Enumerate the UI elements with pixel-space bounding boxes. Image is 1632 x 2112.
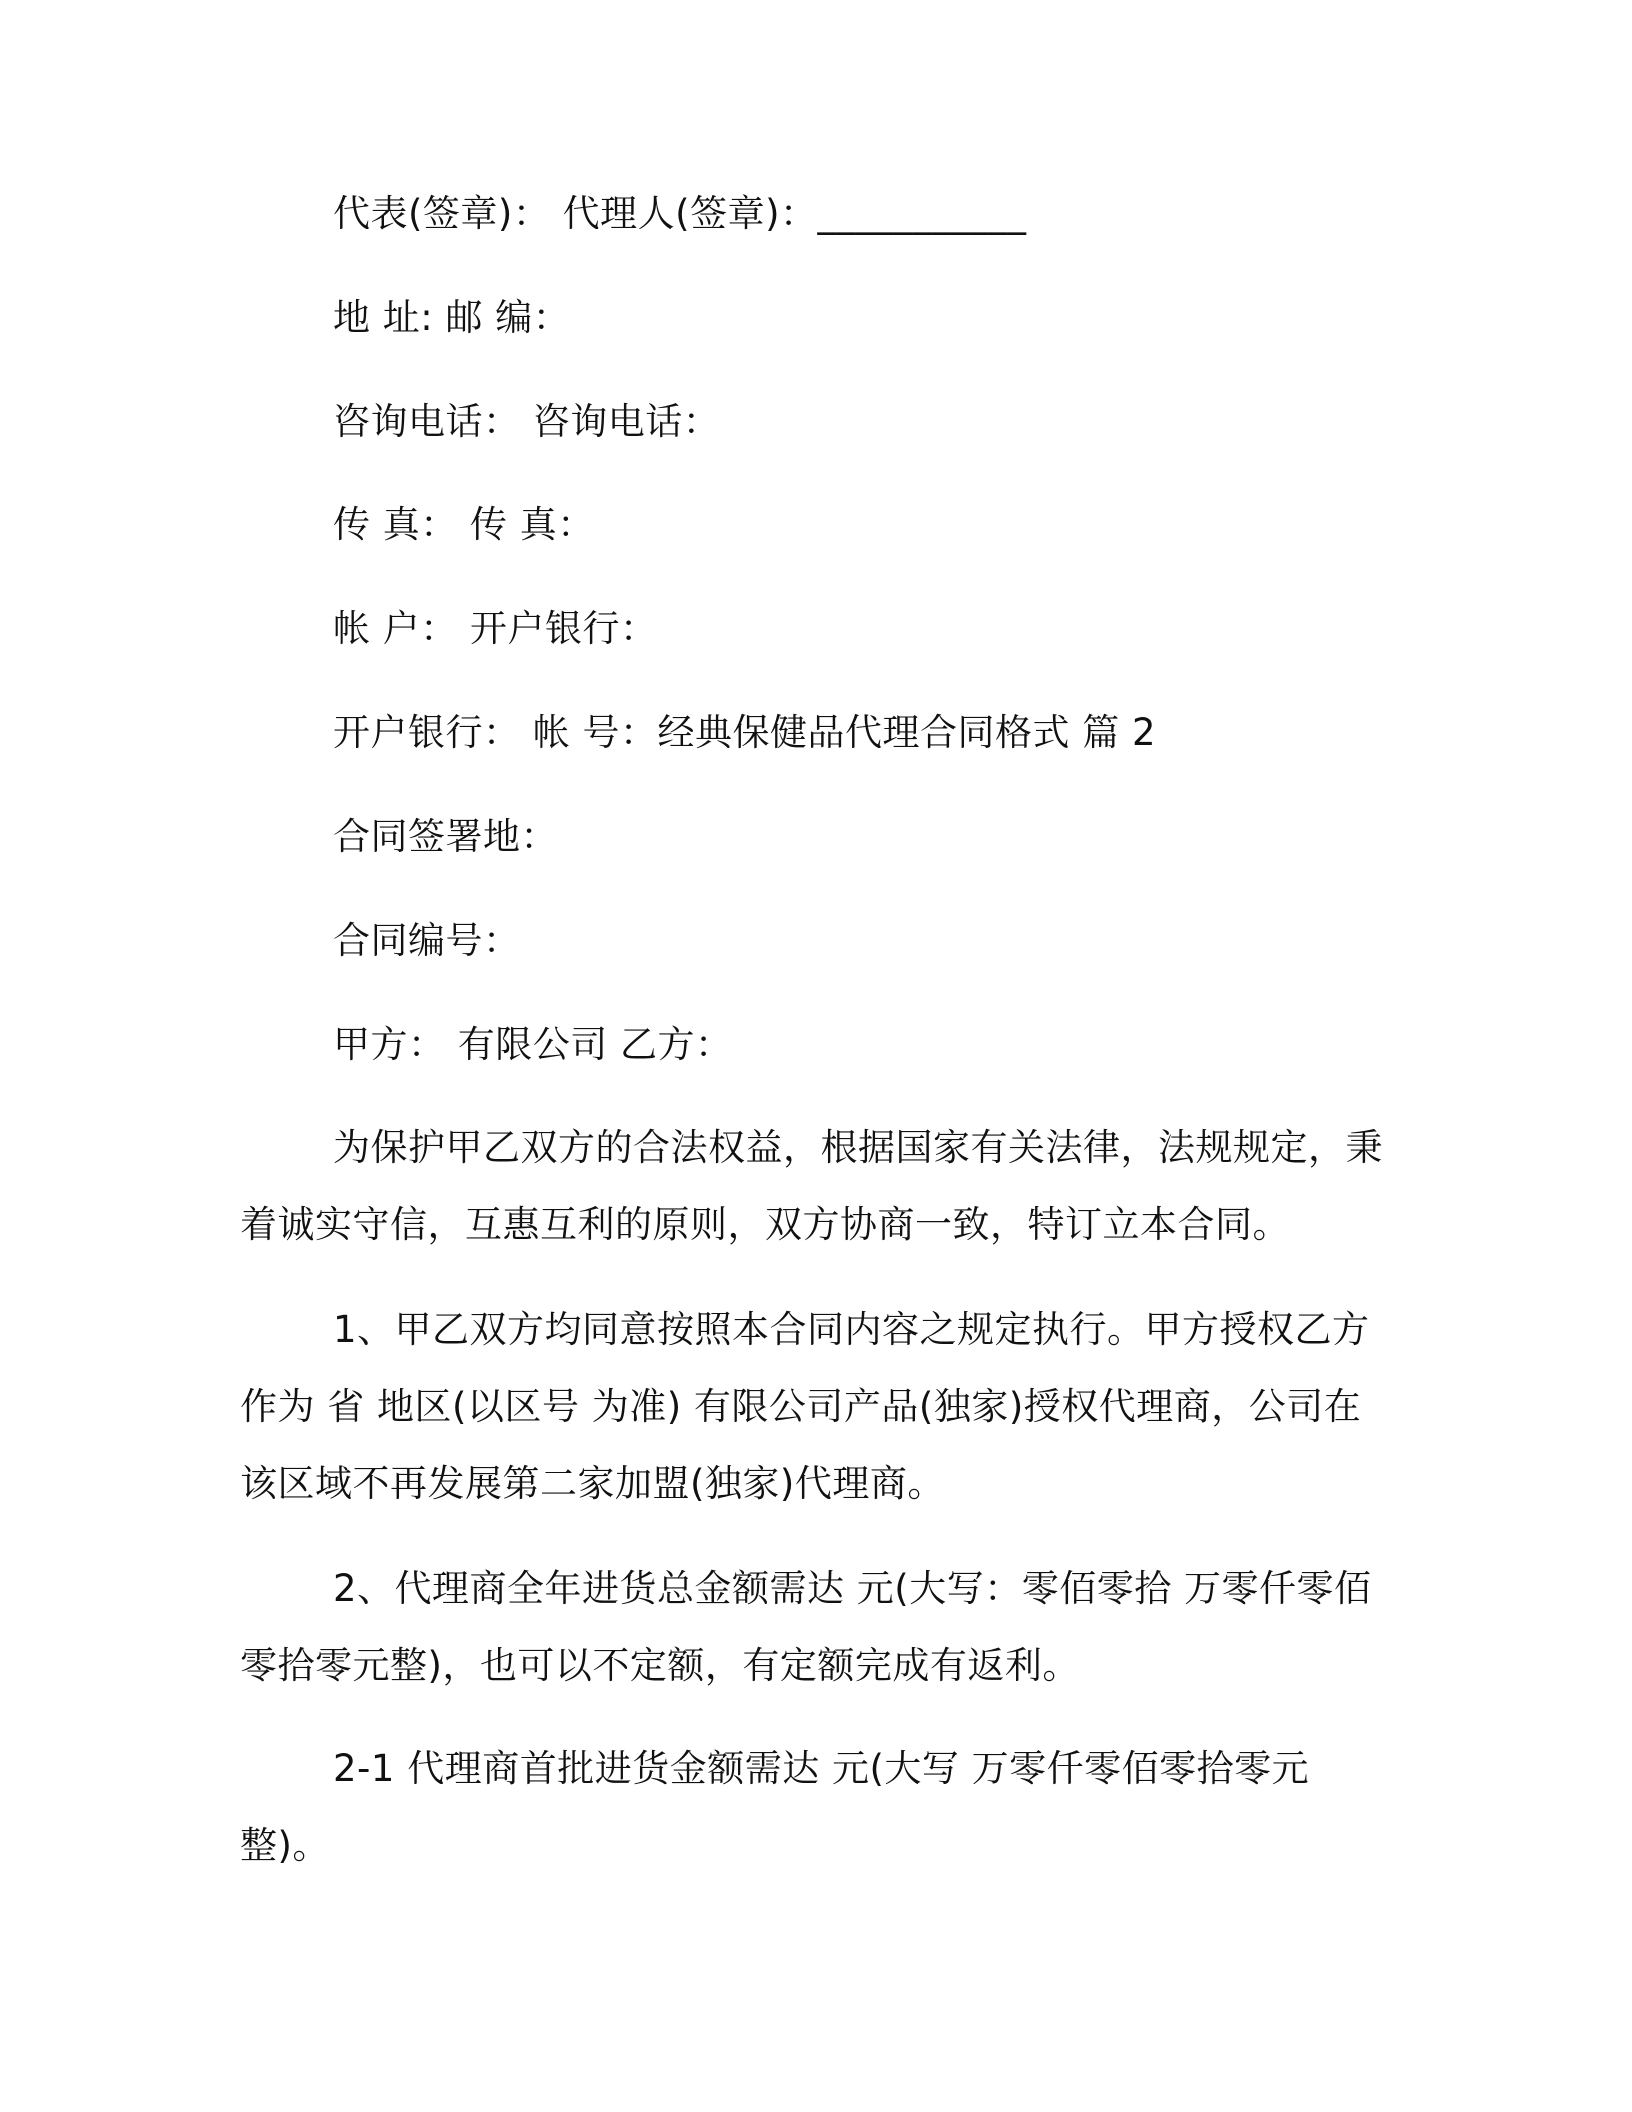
phone-line: 咨询电话： 咨询电话：	[333, 400, 721, 443]
address-line: 地 址: 邮 编：	[333, 296, 571, 339]
clause-2-paragraph: 2、代理商全年进货总金额需达 元(大写：零佰零拾 万零仟零佰零拾零元整)，也可以不定额，有定额完成有返利。	[240, 1567, 1372, 1687]
signature-line: 代表(签章)： 代理人(签章)：___________	[333, 192, 1027, 235]
parties-line: 甲方： 有限公司 乙方：	[333, 1023, 733, 1066]
account-line: 帐 户： 开户银行：	[333, 607, 658, 650]
contract-number-line: 合同编号：	[333, 919, 521, 962]
signing-place-line: 合同签署地：	[333, 815, 558, 858]
intro-paragraph: 为保护甲乙双方的合法权益，根据国家有关法律，法规规定，秉着诚实守信，互惠互利的原则，双方协商一致，特订立本合同。	[240, 1126, 1383, 1246]
bank-line: 开户银行： 帐 号：经典保健品代理合同格式 篇 2	[333, 711, 1157, 754]
clause-2-1-paragraph: 2-1 代理商首批进货金额需达 元(大写 万零仟零佰零拾零元整)。	[240, 1747, 1310, 1867]
fax-line: 传 真： 传 真：	[333, 503, 595, 546]
clause-1-paragraph: 1、甲乙双方均同意按照本合同内容之规定执行。甲方授权乙方作为 省 地区(以区号 为准) 有限公司产品(独家)授权代理商，公司在该区域不再发展第二家加盟(独家)代理商。	[240, 1308, 1370, 1505]
